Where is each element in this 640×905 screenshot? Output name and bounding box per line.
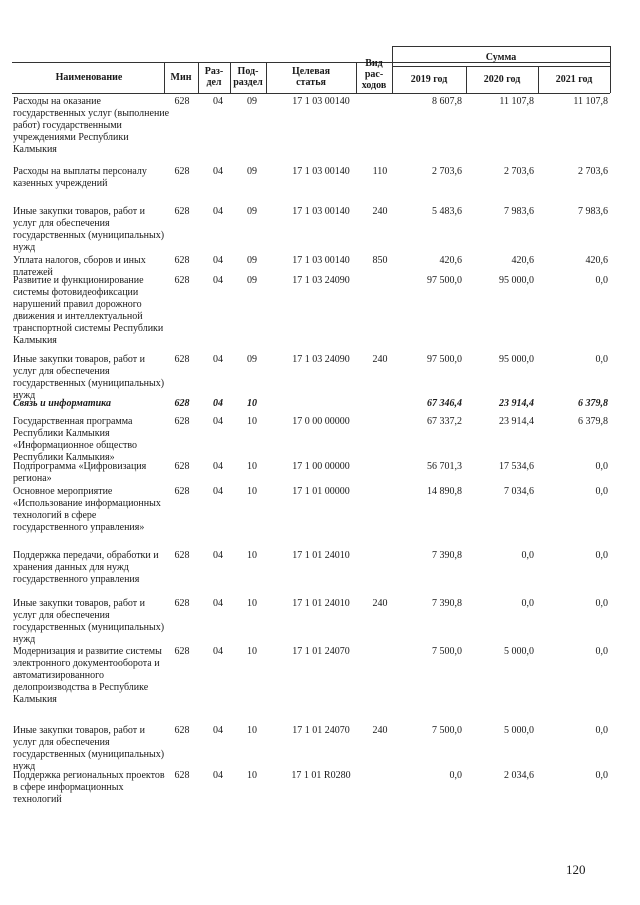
cell-v3: 7 983,6 [578,206,608,217]
row-name: Иные закупки товаров, работ и услуг для обеспечения государственных (муниципальных) нужд [13,206,165,253]
cell-cs: 17 1 03 24090 [292,354,350,365]
cell-v1: 5 483,6 [432,206,462,217]
cell-cs: 17 1 01 24010 [292,598,350,609]
cell-pr: 10 [247,486,257,497]
row-name: Иные закупки товаров, работ и услуг для обеспечения государственных (муниципальных) нужд [13,725,165,772]
header-razdel: Раз- дел [204,66,224,88]
cell-cs: 17 1 01 24010 [292,550,350,561]
cell-v3: 420,6 [585,255,608,266]
cell-v2: 5 000,0 [504,725,534,736]
row-name: Расходы на выплаты персоналу казенных учреждений [13,166,147,189]
cell-cs: 17 1 01 24070 [292,646,350,657]
cell-min: 628 [174,354,190,365]
header-col-divider [610,46,611,93]
header-2019: 2019 год [410,74,448,85]
cell-vr: 240 [372,598,388,609]
cell-cs: 17 1 03 24090 [292,275,350,286]
cell-v3: 2 703,6 [578,166,608,177]
cell-min: 628 [174,725,190,736]
cell-pr: 10 [247,550,257,561]
cell-min: 628 [174,486,190,497]
cell-v2: 11 107,8 [499,96,534,107]
cell-pr: 09 [247,96,257,107]
cell-v1: 7 390,8 [432,550,462,561]
cell-pr: 10 [247,770,257,781]
cell-v3: 11 107,8 [573,96,608,107]
cell-v3: 6 379,8 [578,398,608,409]
row-name: Государственная программа Республики Калмыкия «Информационное общество Республики Калмыкия» [13,416,138,463]
cell-min: 628 [174,646,190,657]
cell-min: 628 [174,166,190,177]
cell-pr: 10 [247,646,257,657]
cell-rz: 04 [213,206,223,217]
page-number: 120 [566,862,586,877]
cell-min: 628 [174,416,190,427]
cell-rz: 04 [213,770,223,781]
cell-v1: 14 890,8 [427,486,462,497]
cell-rz: 04 [213,416,223,427]
cell-cs: 17 1 01 24070 [292,725,350,736]
row-name: Иные закупки товаров, работ и услуг для обеспечения государственных (муниципальных) нужд [13,354,165,401]
cell-v1: 8 607,8 [432,96,462,107]
cell-cs: 17 1 00 00000 [292,461,350,472]
header-sum-rule [392,66,610,67]
cell-v3: 0,0 [595,354,608,365]
cell-cs: 17 1 03 00140 [292,206,350,217]
row-name: Основное мероприятие «Использование информационных технологий в сфере государственного управления» [13,486,161,533]
cell-pr: 10 [247,461,257,472]
cell-v3: 0,0 [595,770,608,781]
cell-v1: 67 337,2 [427,416,462,427]
cell-cs: 17 0 00 00000 [292,416,350,427]
cell-pr: 10 [247,598,257,609]
cell-v1: 97 500,0 [427,275,462,286]
cell-v2: 23 914,4 [499,398,534,409]
row-name: Подпрограмма «Цифровизация региона» [13,461,147,484]
header-min: Мин [170,72,192,83]
cell-v3: 0,0 [595,550,608,561]
cell-v3: 0,0 [595,725,608,736]
cell-min: 628 [174,461,190,472]
row-name: Иные закупки товаров, работ и услуг для обеспечения государственных (муниципальных) нужд [13,598,165,645]
row-name: Поддержка передачи, обработки и хранения данных для нужд государственного управления [13,550,159,585]
header-2021: 2021 год [555,74,593,85]
cell-v1: 67 346,4 [427,398,462,409]
cell-pr: 09 [247,275,257,286]
header-sum: Сумма [485,52,517,63]
header-2020: 2020 год [483,74,521,85]
cell-v2: 23 914,4 [499,416,534,427]
cell-v2: 0,0 [521,550,534,561]
cell-rz: 04 [213,166,223,177]
cell-min: 628 [174,255,190,266]
cell-rz: 04 [213,550,223,561]
cell-min: 628 [174,275,190,286]
cell-v3: 0,0 [595,598,608,609]
cell-v2: 2 034,6 [504,770,534,781]
cell-vr: 110 [372,166,388,177]
cell-v3: 0,0 [595,486,608,497]
cell-v2: 7 034,6 [504,486,534,497]
cell-pr: 10 [247,725,257,736]
cell-pr: 09 [247,206,257,217]
cell-v1: 0,0 [449,770,462,781]
header-name: Наименование [55,72,123,83]
cell-min: 628 [174,598,190,609]
cell-rz: 04 [213,96,223,107]
cell-rz: 04 [213,461,223,472]
cell-rz: 04 [213,486,223,497]
cell-v2: 420,6 [511,255,534,266]
header-vid: Вид рас- ходов [361,58,387,91]
cell-v2: 95 000,0 [499,354,534,365]
cell-cs: 17 1 03 00140 [292,255,350,266]
header-top-rule-right [392,46,610,47]
cell-v1: 7 500,0 [432,646,462,657]
cell-cs: 17 1 03 00140 [292,166,350,177]
cell-vr: 850 [372,255,388,266]
header-target: Целевая статья [291,66,331,88]
cell-v2: 2 703,6 [504,166,534,177]
cell-cs: 17 1 01 R0280 [291,770,351,781]
row-name: Уплата налогов, сборов и иных платежей [13,255,146,278]
cell-v3: 0,0 [595,275,608,286]
cell-min: 628 [174,550,190,561]
cell-rz: 04 [213,275,223,286]
cell-rz: 04 [213,398,223,409]
cell-v1: 7 390,8 [432,598,462,609]
cell-min: 628 [174,96,190,107]
cell-min: 628 [174,770,190,781]
row-name: Расходы на оказание государственных услуг (выполнение работ) государственными учреждениями Республики Калмыкия [13,96,170,155]
cell-v1: 7 500,0 [432,725,462,736]
cell-v2: 95 000,0 [499,275,534,286]
cell-min: 628 [174,398,190,409]
cell-pr: 09 [247,354,257,365]
cell-rz: 04 [213,598,223,609]
cell-v3: 0,0 [595,646,608,657]
cell-v2: 0,0 [521,598,534,609]
header-bottom-rule [12,93,610,94]
header-podrazdel: Под- раздел [233,66,263,88]
cell-vr: 240 [372,206,388,217]
cell-v1: 97 500,0 [427,354,462,365]
row-name: Развитие и функционирование системы фотовидеофиксации нарушений правил дорожного движения и интеллектуальной транспортной системы Республики Калмыкия [13,275,164,346]
cell-rz: 04 [213,646,223,657]
cell-v1: 56 701,3 [427,461,462,472]
cell-vr: 240 [372,354,388,365]
row-name: Поддержка региональных проектов в сфере информационных технологий [13,770,165,805]
cell-rz: 04 [213,255,223,266]
cell-cs: 17 1 01 00000 [292,486,350,497]
cell-rz: 04 [213,725,223,736]
cell-pr: 09 [247,255,257,266]
cell-pr: 10 [247,398,257,409]
cell-v1: 420,6 [439,255,462,266]
cell-v3: 0,0 [595,461,608,472]
row-name: Модернизация и развитие системы электронного документооборота и автоматизированного делопроизводства в Республике Калмыкия [13,646,162,705]
cell-pr: 09 [247,166,257,177]
cell-v1: 2 703,6 [432,166,462,177]
cell-v2: 7 983,6 [504,206,534,217]
row-name: Связь и информатика [13,398,111,409]
cell-min: 628 [174,206,190,217]
cell-vr: 240 [372,725,388,736]
cell-cs: 17 1 03 00140 [292,96,350,107]
cell-v2: 17 534,6 [499,461,534,472]
cell-pr: 10 [247,416,257,427]
cell-v3: 6 379,8 [578,416,608,427]
cell-v2: 5 000,0 [504,646,534,657]
cell-rz: 04 [213,354,223,365]
